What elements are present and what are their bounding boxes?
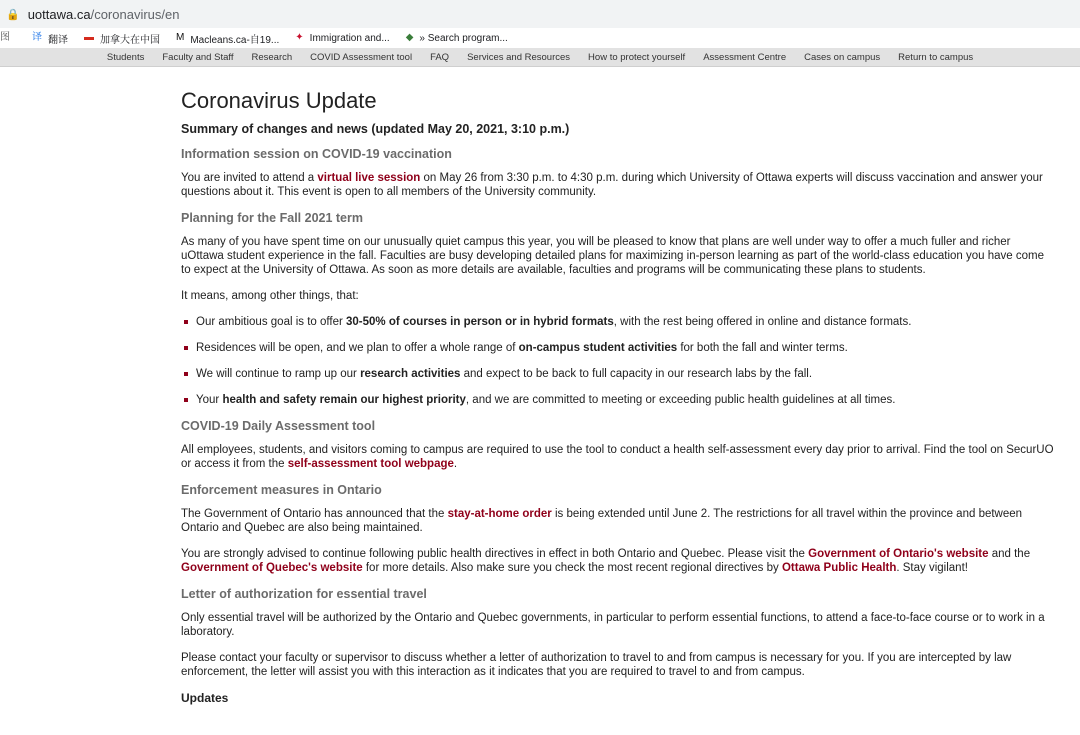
self-assessment-link[interactable]: self-assessment tool webpage [287,458,454,470]
bookmark-icon: 图 [0,32,10,43]
nav-item[interactable]: Research [251,51,293,63]
quebec-website-link[interactable]: Government of Quebec's website [181,562,363,574]
bookmark-item[interactable] [84,31,160,46]
fall-planning-intro: It means, among other things, that: [181,290,359,302]
nav-item[interactable]: Students [106,51,145,63]
assessment-tool-heading: COVID-19 Daily Assessment tool [181,419,376,433]
url-domain: uottawa.ca [27,6,91,22]
bookmark-item[interactable] [32,31,68,46]
bookmark-item[interactable] [295,32,389,44]
letter-text-1: Only essential travel will be authorized by the Ontario and Quebec governments, in particular to perform essential functions, to attend a face-to-face course or to work in a laboratory. [181,612,1045,638]
ontario-website-link[interactable]: Government of Ontario's website [808,548,989,560]
summary-heading: Summary of changes and news (updated May 20, 2021, 3:10 p.m.) [181,122,570,136]
vaccination-text: You are invited to attend a virtual live session on May 26 from 3:30 p.m. to 4:30 p.m. during which University of Ottawa experts will discuss vaccination and answer your questions about it. This event is open to all members of the University community. [181,172,1043,198]
list-item: We will continue to ramp up our research activities and expect to be back to full capacity in our research labs by the fall. [181,367,1056,381]
nav-item[interactable]: How to protect yourself [588,51,686,63]
letter-text-2: Please contact your faculty or supervisor to discuss whether a letter of authorization to travel to and from campus is necessary for you. If you are intercepted by law enforcement, the letter will assist you with this interaction as it indicates that you are required to travel to and from campus. [181,652,1012,678]
list-item: Residences will be open, and we plan to offer a whole range of on-campus student activities for both the fall and winter terms. [181,341,1056,355]
bookmarks-bar [0,28,1080,48]
bookmark-label: » Search program... [419,32,508,44]
nav-item[interactable]: Assessment Centre [703,51,787,63]
nav-item[interactable]: Return to campus [898,51,974,63]
nav-item[interactable]: Cases on campus [804,51,881,63]
list-item: Our ambitious goal is to offer 30-50% of courses in person or in hybrid formats, with the rest being offered in online and distance formats. [181,315,1056,329]
updates-heading: Updates [181,691,229,705]
enforcement-text-1: The Government of Ontario has announced that the stay-at-home order is being extended until June 2. The restrictions for all travel within the province and between Ontario and Quebec are also being maintained. [181,508,1023,534]
top-nav [0,48,1080,67]
bookmark-label: 翻译 [48,34,68,46]
nav-item[interactable]: Faculty and Staff [162,51,234,63]
enforcement-heading: Enforcement measures in Ontario [181,483,382,497]
bookmark-item[interactable] [406,32,508,44]
nav-item[interactable]: FAQ [430,51,450,63]
ottawa-public-health-link[interactable]: Ottawa Public Health [781,562,897,574]
letter-heading: Letter of authorization for essential travel [181,587,427,601]
bookmark-icon: 译 [32,32,42,43]
fall-planning-list [181,315,1056,407]
address-bar[interactable] [0,0,1080,28]
nav-item[interactable]: COVID Assessment tool [310,51,413,63]
bookmark-icon: ◆ [405,32,414,43]
bookmark-icon: ▬ [84,32,94,43]
virtual-live-session-link[interactable]: virtual live session [317,172,421,184]
bookmark-item[interactable] [0,32,16,44]
bookmark-item[interactable] [176,31,279,46]
nav-item[interactable]: Services and Resources [467,51,571,63]
bookmark-label: Macleans.ca-自19... [190,34,280,46]
bookmark-icon: M [176,32,185,43]
stay-at-home-link[interactable]: stay-at-home order [447,508,552,520]
lock-icon: 🔒 [6,8,20,21]
bookmark-label: 加拿大在中国 [100,34,160,46]
bookmark-icon: ✦ [295,32,304,43]
vaccination-heading: Information session on COVID-19 vaccination [181,147,452,161]
fall-planning-text: As many of you have spent time on our unusually quiet campus this year, you will be pleased to know that plans are well under way to offer a much fuller and richer uOttawa student experience in the fall. Faculties are busy developing detailed plans for maximizing in-person learning as part of the world-class education you have come to expect at the University of Ottawa. As soon as more details are available, faculties and programs will be communicating these plans to students. [181,236,1044,276]
fall-planning-heading: Planning for the Fall 2021 term [181,211,363,225]
bookmark-label: Immigration and... [309,32,390,44]
main-content [181,88,1056,716]
url-path: /coronavirus/en [90,6,180,22]
assessment-tool-text: All employees, students, and visitors coming to campus are required to use the tool to conduct a health self-assessment every day prior to arrival. Find the tool on SecurUO or access it from the self-assessment tool webpage. [181,444,1054,470]
page-title: Coronavirus Update [181,88,377,113]
enforcement-text-2: You are strongly advised to continue following public health directives in effect in both Ontario and Quebec. Please visit the Government of Ontario's website and the Government of Quebec's website for more details. Also make sure you check the most recent regional directives by Ottawa Public Health. Stay vigilant! [181,548,1031,574]
list-item: Your health and safety remain our highest priority, and we are committed to meeting or exceeding public health guidelines at all times. [181,393,1056,407]
